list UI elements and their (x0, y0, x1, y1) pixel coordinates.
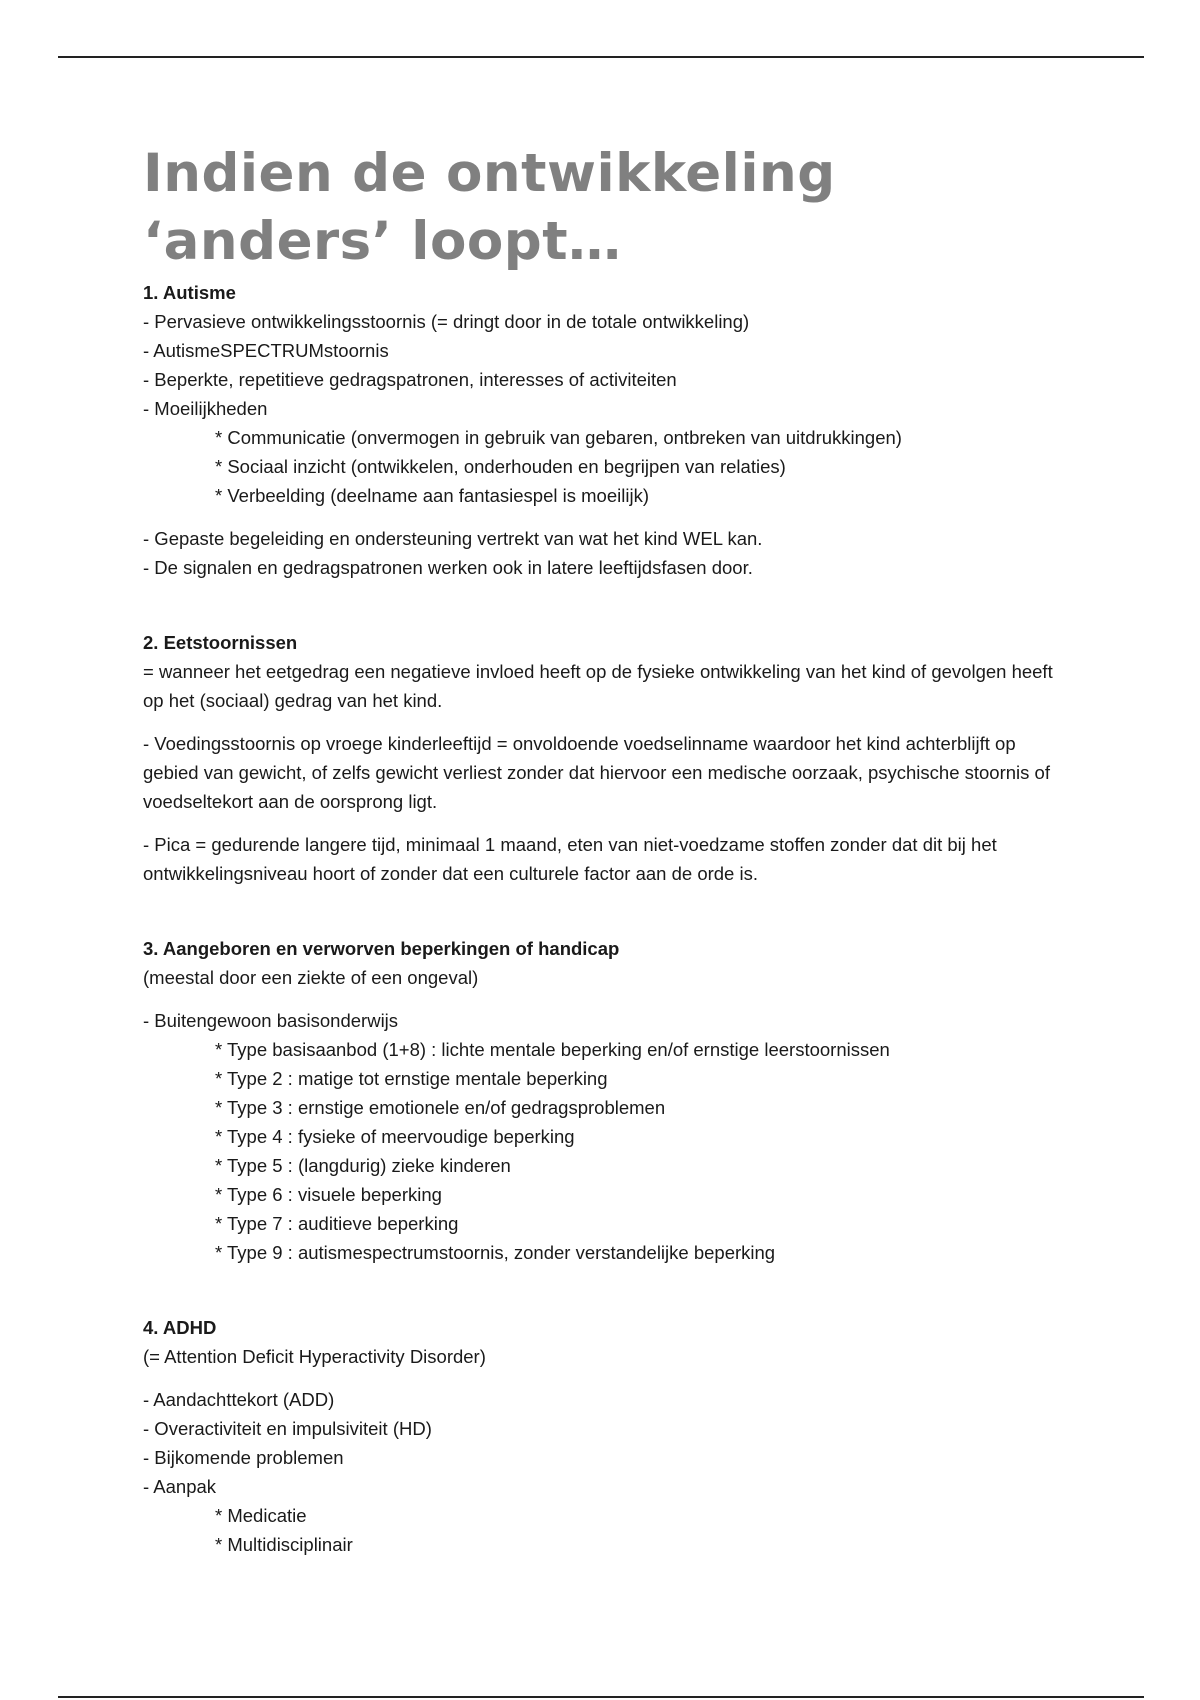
section-heading: 1. Autisme (143, 282, 236, 303)
sub-list-item: * Type 9 : autismespectrumstoornis, zonder verstandelijke beperking (215, 1242, 776, 1263)
top-rule (58, 56, 1144, 58)
definition-paragraph: = wanneer het eetgedrag een negatieve invloed heeft op de fysieke ontwikkeling van het kind of gevolgen heeft op het (sociaal) gedrag van het kind. (143, 661, 1053, 711)
list-item: - Moeilijkheden (143, 398, 268, 419)
list-item: - Pervasieve ontwikkelingsstoornis (= dringt door in de totale ontwikkeling) (143, 311, 750, 332)
sub-list-item: * Type 6 : visuele beperking (215, 1184, 442, 1205)
section-heading: 3. Aangeboren en verworven beperkingen of handicap (143, 938, 620, 959)
sub-list-item: * Communicatie (onvermogen in gebruik van gebaren, ontbreken van uitdrukkingen) (215, 427, 902, 448)
list-item: - De signalen en gedragspatronen werken ook in latere leeftijdsfasen door. (143, 557, 753, 578)
list-item: - Beperkte, repetitieve gedragspatronen, interesses of activiteiten (143, 369, 677, 390)
list-item: - Aanpak (143, 1476, 217, 1497)
section-subtitle: (= Attention Deficit Hyperactivity Disorder) (143, 1346, 486, 1367)
section-autisme (143, 278, 1103, 582)
sub-list-item: * Medicatie (215, 1505, 307, 1526)
sub-list-item: * Type 4 : fysieke of meervoudige beperking (215, 1126, 575, 1147)
document-page (143, 140, 1103, 1559)
list-item: - Overactiviteit en impulsiviteit (HD) (143, 1418, 432, 1439)
sub-list-item: * Multidisciplinair (215, 1534, 353, 1555)
sub-list-item: * Type 5 : (langdurig) zieke kinderen (215, 1155, 511, 1176)
pica-paragraph: - Pica = gedurende langere tijd, minimaal 1 maand, eten van niet-voedzame stoffen zonder dat dit bij het ontwikkelingsniveau hoort of zonder dat een culturele factor aan de orde is. (143, 834, 997, 884)
list-item: - Gepaste begeleiding en ondersteuning vertrekt van wat het kind WEL kan. (143, 528, 763, 549)
bottom-rule (58, 1696, 1144, 1698)
section-subtitle: (meestal door een ziekte of een ongeval) (143, 967, 479, 988)
sub-list-item: * Type 3 : ernstige emotionele en/of gedragsproblemen (215, 1097, 666, 1118)
list-item: - Buitengewoon basisonderwijs (143, 1010, 399, 1031)
section-eetstoornissen (143, 628, 1103, 888)
page-title: Indien de ontwikkeling ‘anders’ loopt… (143, 143, 836, 272)
sub-list-item: * Type basisaanbod (1+8) : lichte mentale beperking en/of ernstige leerstoornissen (215, 1039, 890, 1060)
sub-list-item: * Type 2 : matige tot ernstige mentale beperking (215, 1068, 608, 1089)
section-heading: 2. Eetstoornissen (143, 632, 298, 653)
list-item: - Bijkomende problemen (143, 1447, 344, 1468)
section-heading: 4. ADHD (143, 1317, 217, 1338)
section-beperkingen (143, 934, 1103, 1267)
section-adhd (143, 1313, 1103, 1559)
list-item: - Aandachttekort (ADD) (143, 1389, 335, 1410)
sub-list-item: * Verbeelding (deelname aan fantasiespel is moeilijk) (215, 485, 649, 506)
sub-list-item: * Type 7 : auditieve beperking (215, 1213, 459, 1234)
sub-list-item: * Sociaal inzicht (ontwikkelen, onderhouden en begrijpen van relaties) (215, 456, 786, 477)
list-item: - AutismeSPECTRUMstoornis (143, 340, 389, 361)
voedingsstoornis-paragraph: - Voedingsstoornis op vroege kinderleeftijd = onvoldoende voedselinname waardoor het kind achterblijft op gebied van gewicht, of zelfs gewicht verliest zonder dat hiervoor een medische oorzaak, psychische stoornis of voedseltekort aan de oorsprong ligt. (143, 733, 1050, 812)
